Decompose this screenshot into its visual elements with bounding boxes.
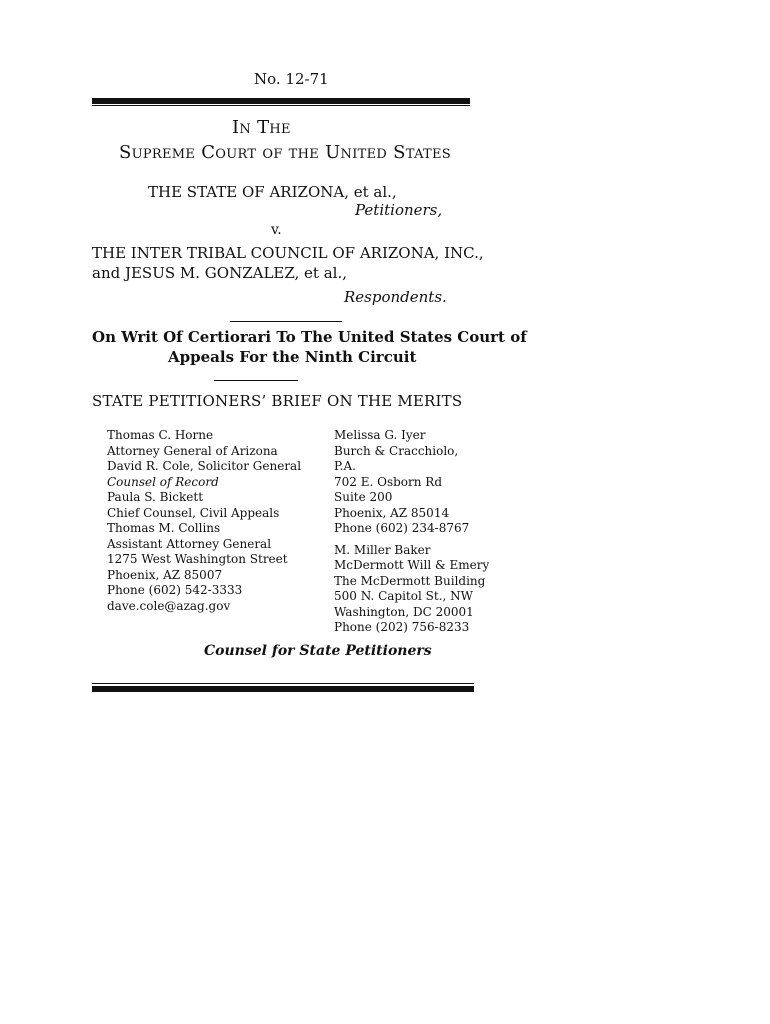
counsel-line: Phoenix, AZ 85007 [107, 567, 223, 582]
top-thin-rule [92, 105, 470, 106]
counsel-line: Phone (602) 234-8767 [334, 521, 470, 535]
petitioner-role: Petitioners, [355, 201, 443, 219]
bottom-thin-rule [92, 683, 474, 684]
respondent-role: Respondents. [344, 288, 447, 306]
counsel-line: Phoenix, AZ 85014 [334, 505, 450, 520]
divider-rule [214, 380, 298, 381]
counsel-email: dave.cole@azag.gov [107, 598, 231, 613]
counsel-line: P.A. [334, 459, 356, 473]
counsel-line: 702 E. Osborn Rd [334, 474, 443, 489]
petitioner-name: THE STATE OF ARIZONA, et al., [148, 183, 397, 201]
counsel-line: 1275 West Washington Street [107, 552, 288, 566]
respondent-name-line1: THE INTER TRIBAL COUNCIL OF ARIZONA, INC., [92, 244, 484, 262]
counsel-line: Chief Counsel, Civil Appeals [107, 505, 280, 520]
counsel-line: David R. Cole, Solicitor General [107, 459, 302, 473]
respondent-name-line2: and JESUS M. GONZALEZ, et al., [92, 264, 348, 282]
counsel-line: Thomas C. Horne [107, 428, 214, 442]
court-heading-line2: Supreme Court of the United States [119, 142, 452, 163]
counsel-right-column [334, 428, 489, 636]
counsel-line: 500 N. Capitol St., NW [334, 589, 473, 603]
counsel-line: M. Miller Baker [334, 542, 431, 557]
court-heading-line1: In The [232, 117, 291, 138]
counsel-line: Phone (202) 756-8233 [334, 620, 470, 634]
top-thick-rule [92, 98, 470, 104]
counsel-line: McDermott Will & Emery [334, 558, 490, 572]
counsel-line: Washington, DC 20001 [334, 604, 474, 619]
brief-title: STATE PETITIONERS’ BRIEF ON THE MERITS [92, 392, 463, 410]
counsel-left-column [107, 428, 301, 614]
counsel-line: Suite 200 [334, 490, 393, 504]
counsel-line: Assistant Attorney General [107, 536, 272, 551]
counsel-line: Melissa G. Iyer [334, 428, 426, 442]
counsel-line: Thomas M. Collins [107, 521, 221, 535]
bottom-thick-rule [92, 686, 474, 692]
counsel-for-label: Counsel for State Petitioners [204, 643, 432, 659]
docket-number: No. 12-71 [254, 70, 329, 88]
writ-line2: Appeals For the Ninth Circuit [168, 348, 417, 366]
counsel-line: Phone (602) 542-3333 [107, 583, 243, 597]
divider-rule [230, 321, 342, 322]
counsel-of-record-label: Counsel of Record [107, 474, 219, 489]
counsel-line: Burch & Cracchiolo, [334, 443, 459, 458]
versus: v. [271, 222, 282, 238]
counsel-line: Attorney General of Arizona [107, 443, 278, 458]
counsel-line: Paula S. Bickett [107, 490, 204, 504]
counsel-line: The McDermott Building [334, 573, 486, 588]
writ-line1: On Writ Of Certiorari To The United States Court of [92, 328, 527, 346]
